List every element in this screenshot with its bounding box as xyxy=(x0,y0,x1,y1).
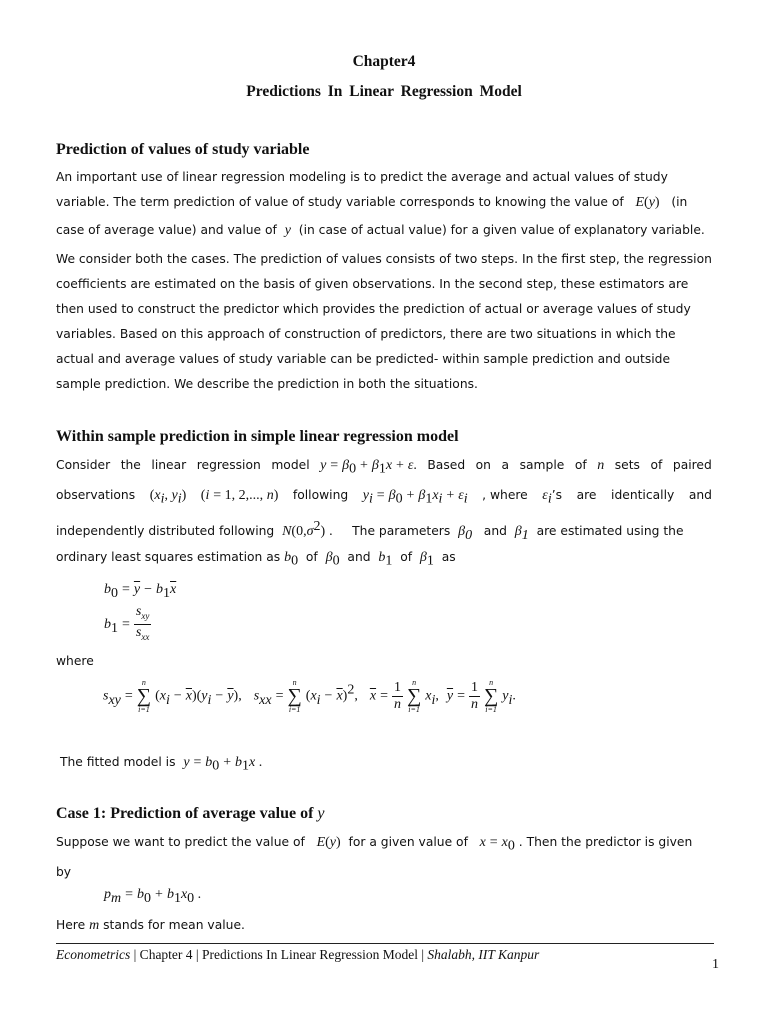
para1-line1: An important use of linear regression modeling is to predict the average and actual values of study xyxy=(56,170,668,184)
equation-b0: $b_0 = \overline{y} - b_1\overline{x}$ xyxy=(104,582,177,602)
math-ey: E xyxy=(635,195,645,210)
fitted-model-line: The fitted model is $y = b_0 + b_1x$ . xyxy=(60,755,263,774)
w-and3: and xyxy=(347,550,371,564)
within-line2 xyxy=(56,488,712,507)
w-sets: sets xyxy=(614,458,640,472)
w-apostrophe-s: ’s xyxy=(551,488,563,502)
w-estimated-using: are estimated using the xyxy=(536,524,684,539)
w-as: as xyxy=(441,550,456,564)
math-beta0: $\beta_0$ xyxy=(458,524,473,543)
case1-predictor-given: . Then the predictor is given xyxy=(518,835,693,849)
case1-given-value: for a given value of xyxy=(348,835,468,849)
equation-b1: $b_1$ = $\frac{s_{xy}}{s_{xx}}$ xyxy=(104,604,150,642)
case1-heading: Case 1: Prediction of average value of y xyxy=(56,805,325,822)
math-normal: $N(0,\sigma^2)$ xyxy=(282,519,326,540)
section-heading-prediction: Prediction of values of study variable xyxy=(56,141,310,158)
w-based: Based xyxy=(427,458,466,472)
case1-heading-text: Case 1: Prediction of average value of xyxy=(56,805,314,822)
where-label: where xyxy=(56,654,94,668)
within-line1 xyxy=(56,458,712,477)
w-observations: observations xyxy=(56,488,136,502)
footer-chapter: | Chapter 4 | Predictions In Linear Regression Model | xyxy=(133,947,425,962)
case1-m: m xyxy=(89,918,100,933)
math-n: n xyxy=(597,458,605,473)
para1-line2-tail: (in xyxy=(671,195,688,209)
w-parameters: The parameters xyxy=(352,524,451,539)
footer xyxy=(56,947,539,963)
w-and2: and xyxy=(483,524,507,539)
footer-author: Shalabh, IIT Kanpur xyxy=(427,947,540,962)
page-number: 1 xyxy=(712,957,719,972)
fitted-label: The fitted model is xyxy=(60,755,176,769)
w-the: the xyxy=(120,458,141,472)
math-y: y xyxy=(284,223,291,238)
para1-line2-text: variable. The term prediction of value of study variable corresponds to knowing the value of xyxy=(56,195,624,209)
w-consider: Consider xyxy=(56,458,111,472)
math-beta1: $\beta_1$ xyxy=(514,524,529,543)
case1-here: Here xyxy=(56,918,86,932)
section-heading-within-sample: Within sample prediction in simple linear regression model xyxy=(56,428,459,445)
case1-line1: Suppose we want to predict the value of E(y) for a given value of $x = x_0$ . Then the predictor is given xyxy=(56,835,693,854)
footer-rule xyxy=(56,943,714,944)
within-line4: ordinary least squares estimation as $b_0$ of $\beta_0$ and $b_1$ of $\beta_1$ as xyxy=(56,550,456,569)
case1-here-line xyxy=(56,918,245,934)
w-a: a xyxy=(501,458,510,472)
para1-line3-text: case of average value) and value of xyxy=(56,223,277,237)
w-are: are xyxy=(576,488,597,502)
case1-line2: by xyxy=(56,865,72,879)
equation-sums: $s_{xy}$ = n ∑ i=1 $(x_i - \overline{x})(y_i - \overline{y})$, $s_{xx}$ = n ∑ i=1 $(x_i - \overline{x})^2$, $\overline{x}$ = $\frac{1}{n}$ n ∑ i=1 $x_i$, $\overline{y}$ = $\frac{1}{n}$ n ∑ i=1 $y_i$. xyxy=(103,678,516,714)
w-identically: identically xyxy=(611,488,675,502)
w-of4: of xyxy=(400,550,413,564)
math-eps-i: $\varepsilon_i’s$ xyxy=(542,488,563,507)
chapter-label: Chapter4 xyxy=(352,53,416,70)
w-regression: regression xyxy=(196,458,261,472)
w-sample: sample xyxy=(519,458,565,472)
w-model: model xyxy=(271,458,310,472)
w-of2: of xyxy=(650,458,663,472)
case1-suppose: Suppose we want to predict the value of xyxy=(56,835,305,849)
w-independently: independently distributed following xyxy=(56,524,275,539)
w-following: following xyxy=(292,488,349,502)
para1-line2: variable. The term prediction of value of study variable corresponds to knowing the value of E(y) (in xyxy=(56,195,688,210)
w-where: , where xyxy=(482,488,528,502)
footer-book: Econometrics xyxy=(56,947,131,962)
para1-line3-tail: (in case of actual value) for a given value of explanatory variable. xyxy=(298,223,705,237)
math-sample-model: $y_i = \beta_0 + \beta_1x_i + \varepsilon_i$ xyxy=(362,488,468,507)
math-index-range: (i = 1, 2,..., n) xyxy=(200,488,279,503)
w-paired: paired xyxy=(672,458,712,472)
within-line3: independently distributed following $N(0,\sigma^2)$ . The parameters $\beta_0$ and $\beta_1$ are estimated using the xyxy=(56,519,684,543)
w-of: of xyxy=(574,458,587,472)
para1-line3 xyxy=(56,223,705,239)
math-pairs: ($x_i$, $y_i$) xyxy=(149,488,187,507)
math-model-equation: $y = \beta_0 + \beta_1x + \varepsilon$. xyxy=(320,458,417,477)
w-of3: of xyxy=(305,550,318,564)
w-and: and xyxy=(688,488,712,502)
w-ols: ordinary least squares estimation as xyxy=(56,550,281,564)
paragraph-two-step: We consider both the cases. The prediction of values consists of two steps. In the first step, the regression coefficients are estimated on the basis of given observations. In the second step, these estimators are then used to construct the predictor which provides the prediction of actual or average values of study variables. Based on this approach of construction of predictors, there are two situations in which the actual and average values of study variable can be predicted- within sample prediction and outside sample prediction. We describe the prediction in both the situations. xyxy=(56,252,712,391)
case1-mean-value: stands for mean value. xyxy=(103,918,245,932)
chapter-title: Predictions In Linear Regression Model xyxy=(246,83,522,100)
w-linear: linear xyxy=(151,458,187,472)
w-on: on xyxy=(475,458,491,472)
equation-pm: $p_m = b_0 + b_1x_0$ . xyxy=(104,887,202,907)
